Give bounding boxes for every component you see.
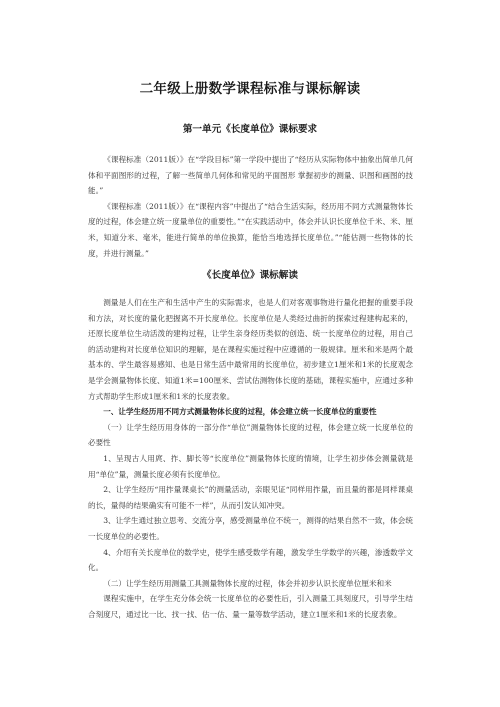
section1-heading: 第一单元《长度单位》课标要求 [182,124,318,135]
section1-paragraph-2: 《课程标准（2011版）》在“课程内容”中提出了“结合生活实际，经历用不同方式测量物体长度的过程，体会建立统一度量单位的重要性。”“在实践活动中，体会并认识长度单位千米、米、厘米，知道分米、毫米，能进行简单的单位换算，能恰当地选择长度单位。”“能估测一些物体的长度，并进行测量。” [88,201,413,258]
list-item-4: 4、介绍有关长度单位的数学史，使学生感受数学有趣，激发学生学数学的兴趣，渗透数学文化。 [88,547,413,573]
list-item-1: 1、呈现古人用庹、拃、脚长等“长度单位”测量物体长度的情境，让学生初步体会测量就是用“单位”量，测量长度必须有长度单位。 [88,453,413,479]
list-item-2: 2、让学生经历“用拃量课桌长”的测量活动，亲眼见证“同样用拃量，而且量的都是同样课桌的长，量得的结果确实有可能不一样”，从而引发认知冲突。 [88,485,413,510]
sub2-body: 课程实施中，在学生充分体会统一长度单位的必要性后，引入测量工具刻度尺，引导学生结合刻度尺，通过比一比、找一找、估一估、量一量等数学活动，建立1厘米和1米的长度表象。 [88,594,413,619]
point1-heading: 一、让学生经历用不同方式测量物体长度的过程，体会建立统一长度单位的重要性 [103,407,377,417]
list-item-3: 3、让学生通过独立思考、交流分享，感受测量单位不统一，测得的结果自然不一致，体会统一长度单位的必要性。 [88,516,413,541]
section2-body [88,295,413,622]
section2-intro: 测量是人们在生产和生活中产生的实际需求，也是人们对客观事物进行量化把握的重要手段和方法，对长度的量化把握离不开长度单位。长度单位是人类经过曲折的探索过程建构起来的，还原长度单位生动活泼的建构过程，让学生亲身经历类似的创造、统一长度单位的过程，用自己的活动建构对长度单位知识的理解，是在课程实施过程中应遵循的一般规律。厘米和米是两个最基本的、学生最容易感知、也是日常生活中最常用的长度单位，初步建立1厘米和1米的长度观念是学会测量物体长度、知道1米=100厘米、尝试估测物体长度的基础，课程实施中，应通过多种方式帮助学生形成1厘米和1米的长度表象。 [88,298,413,401]
section1-paragraph-1: 《课程标准（2011版）》在“学段目标”第一学段中提出了“经历从实际物体中抽象出简单几何体和平面图形的过程，了解一些简单几何体和常见的平面图形 掌握初步的测量、识图和画图的技能。” [88,155,413,196]
section1-body [88,152,413,261]
section2-heading: 《长度单位》课标解读 [202,270,298,281]
sub1-heading: （一）让学生经历用身体的一部分作“单位”测量物体长度的过程，体会建立统一长度单位的必要性 [88,422,413,448]
page-title: 二年级上册数学课程标准与课标解读 [139,81,361,97]
sub2-heading: （二）让学生经历用测量工具测量物体长度的过程，体会并初步认识长度单位厘米和米 [103,578,392,588]
